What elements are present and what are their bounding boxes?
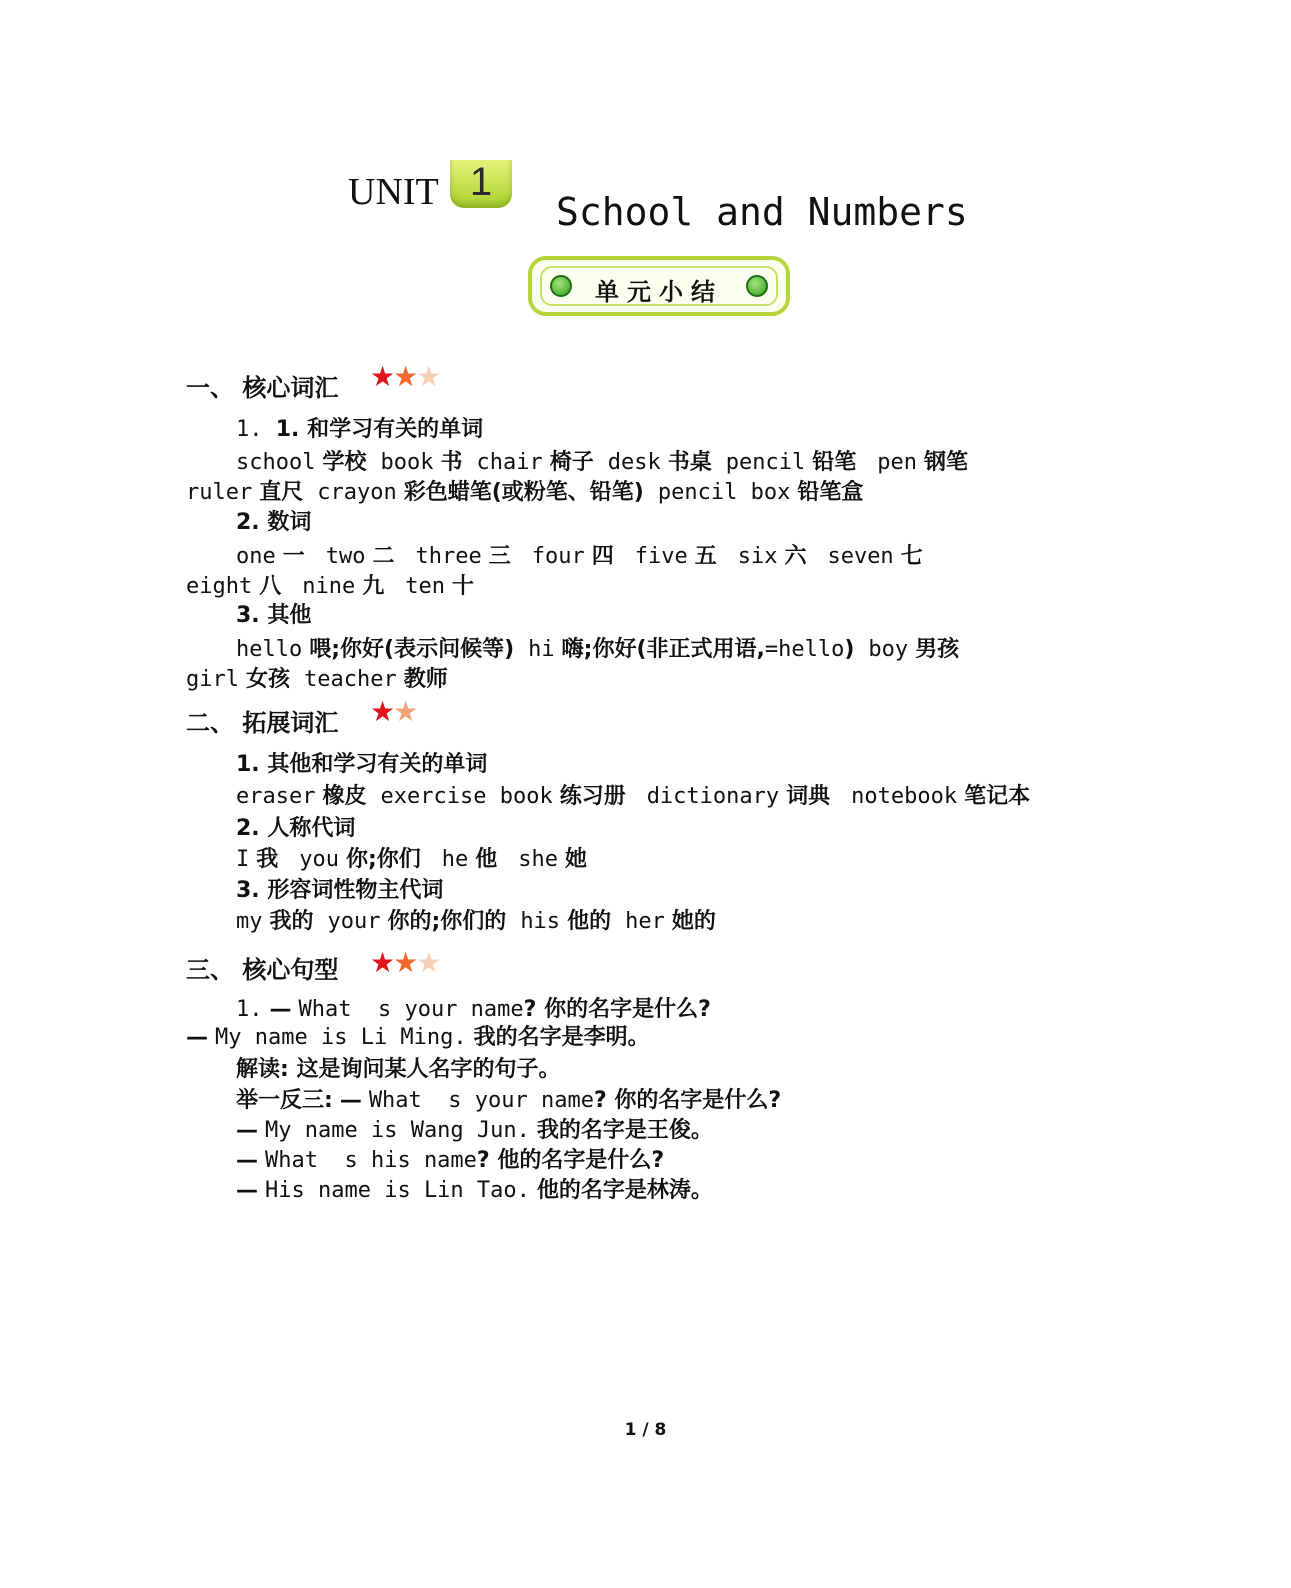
star-icon: ★ bbox=[393, 360, 417, 393]
section-2-sub-1-title: 1. 其他和学习有关的单词 bbox=[236, 752, 488, 777]
word-line: eight 八 nine 九 ten 十 bbox=[186, 574, 474, 599]
star-icon: ★ bbox=[393, 946, 417, 979]
section-2-title: 二、 拓展词汇 bbox=[186, 709, 339, 737]
practice-line: — His name is Lin Tao. 他的名字是林涛。 bbox=[236, 1178, 713, 1203]
summary-badge-label: 单元小结 bbox=[595, 278, 723, 306]
section-2-rating bbox=[370, 695, 416, 728]
unit-number-badge bbox=[450, 160, 512, 208]
section-3-title: 三、 核心句型 bbox=[186, 956, 339, 984]
section-1-sub-2-title: 2. 数词 bbox=[236, 510, 312, 535]
unit-number: 1 bbox=[469, 160, 493, 204]
word-line: my 我的 your 你的;你们的 his 他的 her 她的 bbox=[236, 909, 716, 934]
sentence-question: 1. — What s your name? 你的名字是什么? bbox=[236, 997, 711, 1022]
word-line: ruler 直尺 crayon 彩色蜡笔(或粉笔、铅笔) pencil box 铅笔盒 bbox=[186, 480, 864, 505]
section-3-rating bbox=[370, 946, 439, 979]
word-line: one 一 two 二 three 三 four 四 five 五 six 六 seven 七 bbox=[236, 544, 923, 569]
star-half-icon: ★ bbox=[393, 695, 417, 728]
star-half-icon: ★ bbox=[416, 946, 440, 979]
section-1-title: 一、 核心词汇 bbox=[186, 374, 339, 402]
word-line: school 学校 book 书 chair 椅子 desk 书桌 pencil 铅笔 pen 钢笔 bbox=[236, 450, 968, 475]
practice-line: — What s his name? 他的名字是什么? bbox=[236, 1148, 665, 1173]
explanation: 解读: 这是询问某人名字的句子。 bbox=[236, 1057, 561, 1082]
sentence-answer: — My name is Li Ming. 我的名字是李明。 bbox=[186, 1025, 650, 1050]
section-2-sub-3-title: 3. 形容词性物主代词 bbox=[236, 878, 444, 903]
star-icon: ★ bbox=[370, 946, 394, 979]
section-2-sub-2-title: 2. 人称代词 bbox=[236, 816, 356, 841]
unit-label: UNIT bbox=[348, 171, 439, 213]
word-line: hello 喂;你好(表示问候等) hi 嗨;你好(非正式用语,=hello) boy 男孩 bbox=[236, 637, 960, 662]
practice-question: 举一反三: — What s your name? 你的名字是什么? bbox=[236, 1088, 782, 1113]
section-1-sub-3-title: 3. 其他 bbox=[236, 603, 312, 628]
summary-badge bbox=[528, 256, 790, 316]
section-1-rating bbox=[370, 360, 439, 393]
section-1-sub-1-title: 1. 1. 和学习有关的单词 bbox=[236, 417, 484, 442]
practice-line: — My name is Wang Jun. 我的名字是王俊。 bbox=[236, 1118, 713, 1143]
word-line: girl 女孩 teacher 教师 bbox=[186, 667, 448, 692]
star-icon: ★ bbox=[370, 695, 394, 728]
star-icon: ★ bbox=[370, 360, 394, 393]
word-line: eraser 橡皮 exercise book 练习册 dictionary 词典 notebook 笔记本 bbox=[236, 784, 1031, 809]
word-line: I 我 you 你;你们 he 他 she 她 bbox=[236, 847, 588, 872]
page-title: School and Numbers bbox=[556, 190, 968, 234]
page-number: 1 / 8 bbox=[624, 1420, 667, 1440]
star-half-icon: ★ bbox=[416, 360, 440, 393]
